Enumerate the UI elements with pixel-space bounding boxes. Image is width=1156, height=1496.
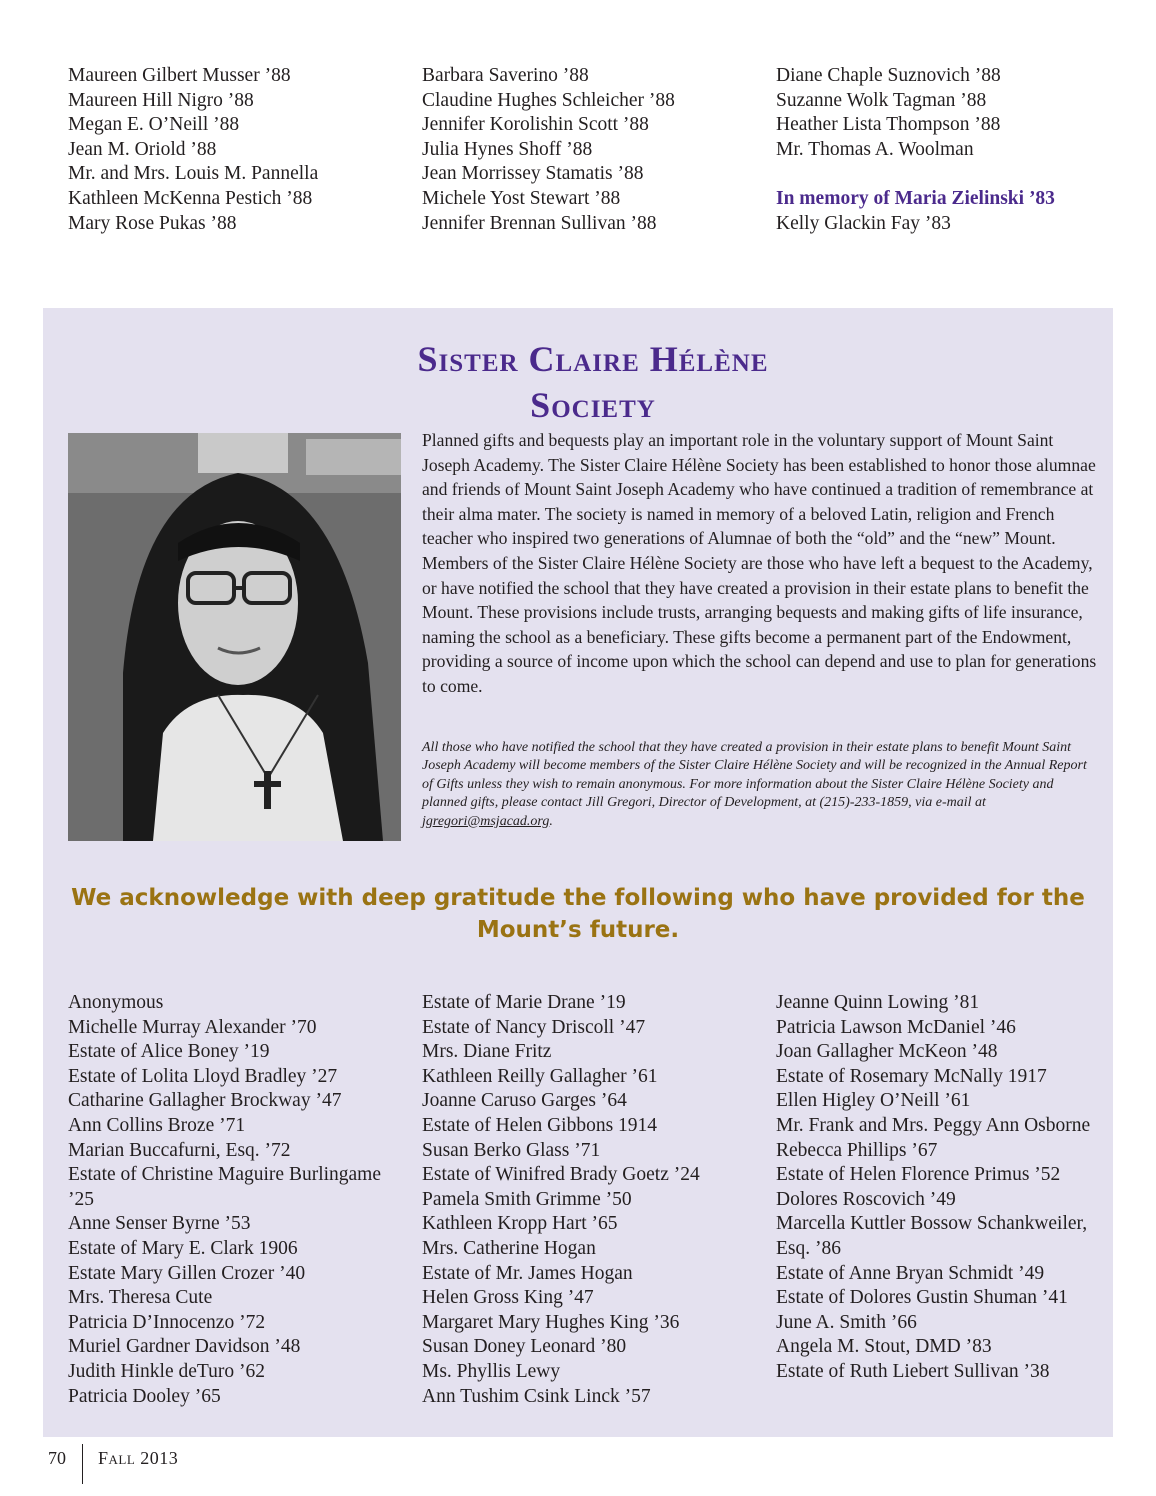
society-panel	[43, 308, 1113, 1437]
list-item: Helen Gross King ’47	[422, 1287, 594, 1309]
list-item: Estate of Christine Maguire Burlingame ’25	[68, 1164, 382, 1210]
list-item: Mary Rose Pukas ’88	[68, 212, 237, 234]
contact-email-link[interactable]: jgregori@msjacad.org	[422, 813, 550, 829]
list-item: Jennifer Korolishin Scott ’88	[422, 114, 649, 136]
list-item: Estate of Dolores Gustin Shuman ’41	[776, 1287, 1068, 1309]
list-item: Estate of Nancy Driscoll ’47	[422, 1016, 646, 1038]
society-note	[422, 739, 1092, 831]
donor-column-3	[776, 64, 1106, 236]
society-members-column-2	[422, 991, 752, 1409]
list-item: Pamela Smith Grimme ’50	[422, 1188, 632, 1210]
list-item: Kathleen McKenna Pestich ’88	[68, 187, 313, 209]
list-item: Mr. and Mrs. Louis M. Pannella	[68, 163, 319, 185]
list-item: Kathleen Kropp Hart ’65	[422, 1213, 618, 1235]
list-item: Estate Mary Gillen Crozer ’40	[68, 1262, 306, 1284]
society-title-line-1: Sister Claire Hélène	[417, 339, 769, 379]
list-item: Estate of Rosemary McNally 1917	[776, 1065, 1047, 1087]
list-item: Dolores Roscovich ’49	[776, 1188, 956, 1210]
list-item: Anonymous	[68, 992, 164, 1013]
list-item: Estate of Helen Florence Primus ’52	[776, 1164, 1061, 1186]
footer-divider	[82, 1444, 83, 1484]
list-item: Anne Senser Byrne ’53	[68, 1213, 251, 1235]
list-item: Ann Tushim Csink Linck ’57	[422, 1385, 651, 1407]
society-title	[43, 336, 1143, 428]
list-item: Estate of Mary E. Clark 1906	[68, 1237, 298, 1259]
list-item: Kathleen Reilly Gallagher ’61	[422, 1065, 658, 1087]
gratitude-heading: We acknowledge with deep gratitude the following who have provided for the Mount’s future.	[71, 885, 1085, 943]
list-item: Suzanne Wolk Tagman ’88	[776, 89, 987, 111]
list-item: Patricia Dooley ’65	[68, 1385, 221, 1407]
list-item: Barbara Saverino ’88	[422, 65, 589, 86]
portrait-illustration	[68, 433, 401, 841]
society-members-column-3	[776, 991, 1096, 1385]
list-item: Ellen Higley O’Neill ’61	[776, 1090, 971, 1112]
list-item: Joan Gallagher McKeon ’48	[776, 1041, 998, 1063]
list-item: Estate of Mr. James Hogan	[422, 1262, 633, 1284]
list-item: Mrs. Catherine Hogan	[422, 1237, 596, 1259]
donor-column-2	[422, 64, 752, 236]
list-item: Judith Hinkle deTuro ’62	[68, 1360, 265, 1382]
sister-portrait-photo	[68, 433, 401, 841]
list-item: Heather Lista Thompson ’88	[776, 114, 1001, 136]
list-item: Catharine Gallagher Brockway ’47	[68, 1090, 342, 1112]
list-item: Susan Berko Glass ’71	[422, 1139, 601, 1161]
list-item: Marian Buccafurni, Esq. ’72	[68, 1139, 291, 1161]
page-number: 70	[48, 1448, 66, 1468]
spacer	[776, 162, 1106, 187]
list-item: Patricia D’Innocenzo ’72	[68, 1311, 266, 1333]
list-item: Maureen Hill Nigro ’88	[68, 89, 254, 111]
list-item: Margaret Mary Hughes King ’36	[422, 1311, 680, 1333]
list-item: Angela M. Stout, DMD ’83	[776, 1336, 992, 1358]
society-title-line-2: Society	[530, 385, 656, 425]
list-item: Mrs. Diane Fritz	[422, 1041, 552, 1063]
society-note-end: .	[549, 813, 553, 829]
list-item: Ms. Phyllis Lewy	[422, 1360, 561, 1382]
list-item: Estate of Helen Gibbons 1914	[422, 1114, 658, 1136]
list-item: Michele Yost Stewart ’88	[422, 187, 621, 209]
list-item: Joanne Caruso Garges ’64	[422, 1090, 627, 1112]
issue-label: Fall 2013	[98, 1448, 179, 1468]
list-item: Diane Chaple Suznovich ’88	[776, 65, 1001, 86]
list-item: Maureen Gilbert Musser ’88	[68, 65, 291, 86]
list-item: Estate of Alice Boney ’19	[68, 1041, 270, 1063]
donor-column-1	[68, 64, 398, 236]
list-item: Mrs. Theresa Cute	[68, 1287, 213, 1309]
list-item: Susan Doney Leonard ’80	[422, 1336, 627, 1358]
list-item: Michelle Murray Alexander ’70	[68, 1016, 317, 1038]
list-item: Julia Hynes Shoff ’88	[422, 138, 593, 160]
society-note-text: All those who have notified the school that they have created a provision in their estate plans to benefit Mount Saint Joseph Academy will become members of the Sister Claire Hélène Society and will be recognized in the Annual Report of Gifts unless they wish to remain anonymous. For more information about the Sister Claire Hélène Society and planned gifts, please contact Jill Gregori, Director of Development, at (215)-233-1859, via e-mail at	[422, 740, 1087, 811]
list-item: Claudine Hughes Schleicher ’88	[422, 89, 675, 111]
list-item: Patricia Lawson McDaniel ’46	[776, 1016, 1016, 1038]
list-item: Mr. Frank and Mrs. Peggy Ann Osborne	[776, 1114, 1091, 1136]
list-item: Marcella Kuttler Bossow Schankweiler, Esq. ’86	[776, 1213, 1088, 1259]
memory-names	[776, 212, 1106, 237]
list-item: Jean M. Oriold ’88	[68, 138, 217, 160]
list-item: June A. Smith ’66	[776, 1311, 917, 1333]
list-item: Jeanne Quinn Lowing ’81	[776, 992, 980, 1013]
list-item: Estate of Ruth Liebert Sullivan ’38	[776, 1360, 1050, 1382]
list-item: Mr. Thomas A. Woolman	[776, 138, 974, 160]
list-item: Jean Morrissey Stamatis ’88	[422, 163, 644, 185]
list-item: Rebecca Phillips ’67	[776, 1139, 938, 1161]
list-item: Ann Collins Broze ’71	[68, 1114, 246, 1136]
list-item: Estate of Winifred Brady Goetz ’24	[422, 1164, 700, 1186]
list-item: Muriel Gardner Davidson ’48	[68, 1336, 301, 1358]
list-item: Megan E. O’Neill ’88	[68, 114, 240, 136]
list-item: Jennifer Brennan Sullivan ’88	[422, 212, 657, 234]
list-item: Estate of Anne Bryan Schmidt ’49	[776, 1262, 1045, 1284]
donor-column-3-list	[776, 64, 1106, 162]
list-item: Estate of Lolita Lloyd Bradley ’27	[68, 1065, 338, 1087]
list-item: Kelly Glackin Fay ’83	[776, 212, 951, 234]
list-item: Estate of Marie Drane ’19	[422, 992, 626, 1013]
society-description: Planned gifts and bequests play an important role in the voluntary support of Mount Saint Joseph Academy. The Sister Claire Hélène Society has been established to honor those alumnae and friends of Mount Saint Joseph Academy who have continued a tradition of remembrance at their alma mater. The society is named in memory of a beloved Latin, religion and French teacher who inspired two generations of Alumnae of both the “old” and the “new” Mount. Members of the Sister Claire Hélène Society are those who have left a bequest to the Academy, or have notified the school that they have created a provision in their estate plans to benefit the Mount. These provisions include trusts, arranging bequests and making gifts of life insurance, naming the school as a beneficiary. These gifts become a permanent part of the Endowment, providing a source of income upon which the school can depend and use to plan for generations to come.	[422, 430, 1097, 696]
society-members-column-1	[68, 991, 398, 1409]
memory-heading: In memory of Maria Zielinski ’83	[776, 187, 1055, 209]
